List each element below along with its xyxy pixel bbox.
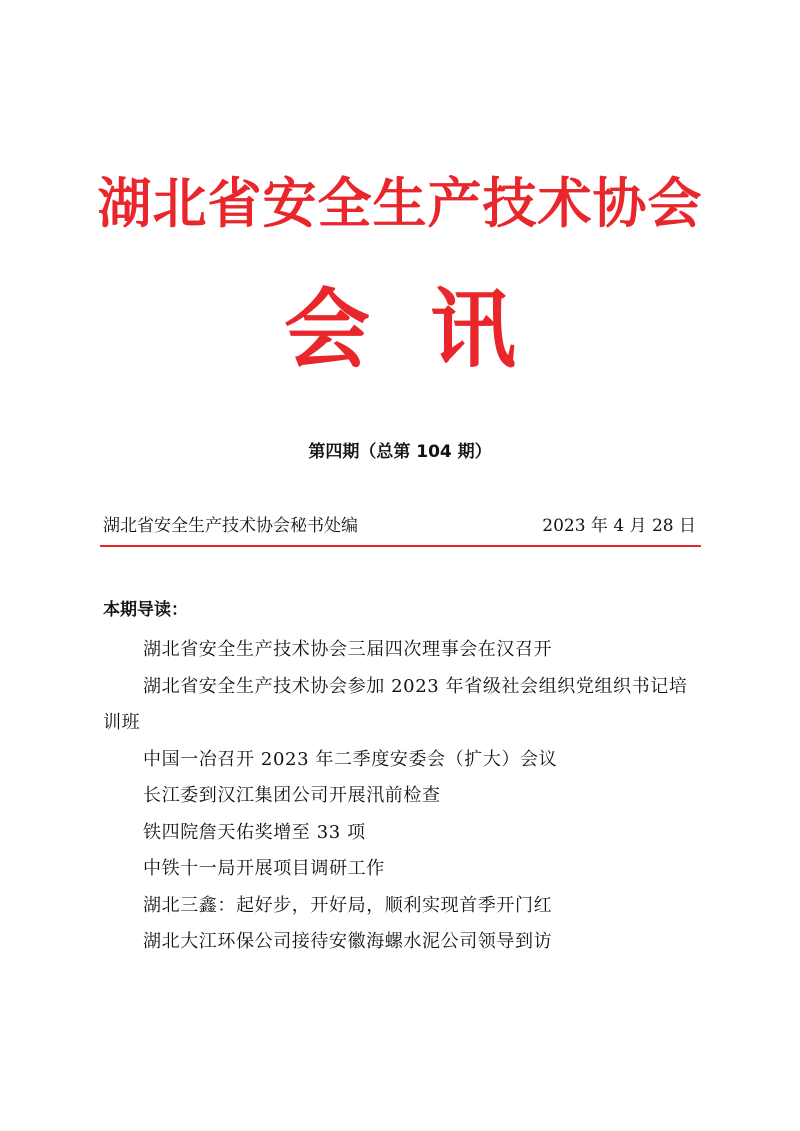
toc-item[interactable]: 中铁十一局开展项目调研工作 — [143, 858, 385, 879]
toc-item[interactable]: 中国一冶召开 2023 年二季度安委会（扩大）会议 — [143, 748, 558, 770]
editor-line: 湖北省安全生产技术协会秘书处编 — [103, 516, 358, 536]
toc-item[interactable]: 铁四院詹天佑奖增至 33 项 — [143, 821, 366, 843]
bulletin-title: 会讯 — [284, 280, 576, 380]
toc-item[interactable]: 湖北大江环保公司接待安徽海螺水泥公司领导到访 — [143, 931, 553, 952]
publication-meta — [103, 513, 696, 539]
toc-item[interactable]: 湖北三鑫：起好步，开好局，顺利实现首季开门红 — [143, 894, 553, 916]
toc-item[interactable]: 长江委到汉江集团公司开展汛前检查 — [143, 785, 441, 806]
toc-heading: 本期导读： — [103, 600, 188, 620]
header-divider — [100, 545, 701, 547]
toc-item[interactable]: 湖北省安全生产技术协会参加 2023 年省级社会组织党组织书记培训班 — [103, 675, 688, 733]
organization-title: 湖北省安全生产技术协会 — [97, 172, 703, 235]
toc-item[interactable]: 湖北省安全生产技术协会三届四次理事会在汉召开 — [143, 639, 553, 660]
publication-date: 2023 年 4 月 28 日 — [542, 516, 696, 536]
toc-list — [103, 632, 703, 961]
issue-number: 第四期（总第 104 期） — [308, 442, 492, 462]
